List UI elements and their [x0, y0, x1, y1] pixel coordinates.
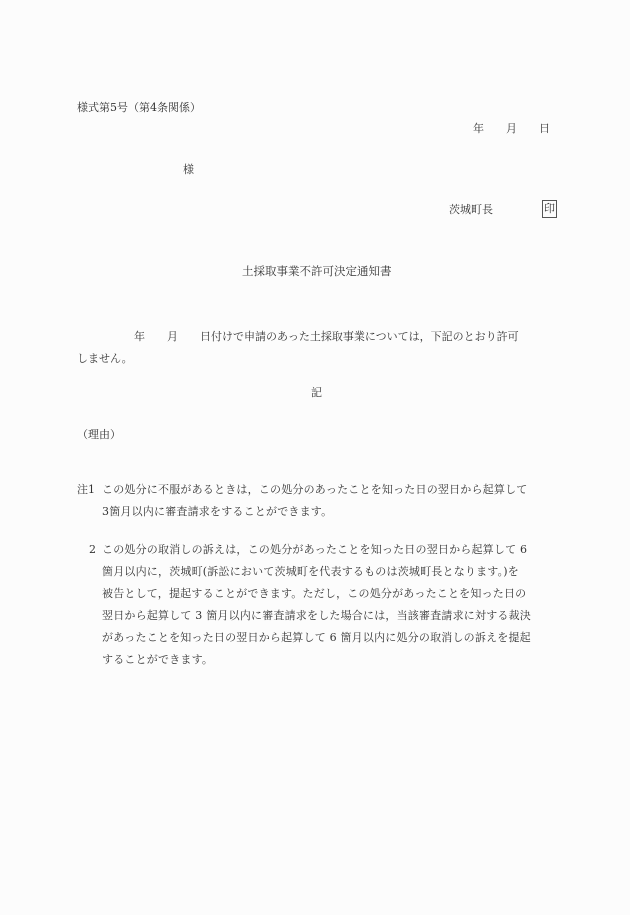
body-line2: しません。 — [77, 352, 133, 365]
seal-stamp: 印 — [542, 200, 557, 218]
note-2 — [77, 539, 557, 671]
note-2-label: 2 — [89, 543, 96, 556]
note-1-line: この処分に不服があるときは，この処分のあったことを知った日の翌日から起算して — [102, 483, 528, 496]
body-line1: 日付けで申請のあった土採取事業については，下記のとおり許可 — [200, 330, 519, 343]
note-2-line: があったことを知った日の翌日から起算して 6 箇月以内に処分の取消しの訴えを提起 — [102, 631, 531, 644]
recipient-suffix: 様 — [183, 163, 194, 176]
date-year-label: 年 — [473, 122, 484, 135]
date-month-label: 月 — [506, 122, 517, 135]
date-line — [473, 122, 550, 136]
body-year-label: 年 — [134, 330, 145, 343]
note-2-line: 箇月以内に，茨城町(訴訟において茨城町を代表するものは茨城町長となります。)を — [102, 565, 520, 578]
issuer-name: 茨城町長 — [449, 203, 493, 216]
note-1 — [77, 479, 557, 523]
date-day-label: 日 — [539, 122, 550, 135]
ki-heading: 記 — [311, 386, 322, 399]
note-2-line: 翌日から起算して 3 箇月以内に審査請求をした場合には，当該審査請求に対する裁決 — [102, 609, 531, 622]
note-1-line: 3箇月以内に審査請求をすることができます。 — [102, 505, 333, 518]
note-2-line: 被告として，提起することができます。ただし，この処分があったことを知った日の — [102, 587, 527, 600]
note-1-label: 注1 — [77, 483, 95, 496]
body-paragraph — [77, 326, 557, 370]
note-2-line: することができます。 — [102, 653, 214, 666]
reason-label: （理由） — [77, 428, 121, 441]
body-month-label: 月 — [167, 330, 178, 343]
document-title: 土採取事業不許可決定通知書 — [242, 264, 392, 278]
note-2-line: この処分の取消しの訴えは，この処分があったことを知った日の翌日から起算して 6 — [102, 543, 528, 556]
form-number: 様式第5号（第4条関係） — [77, 101, 201, 114]
